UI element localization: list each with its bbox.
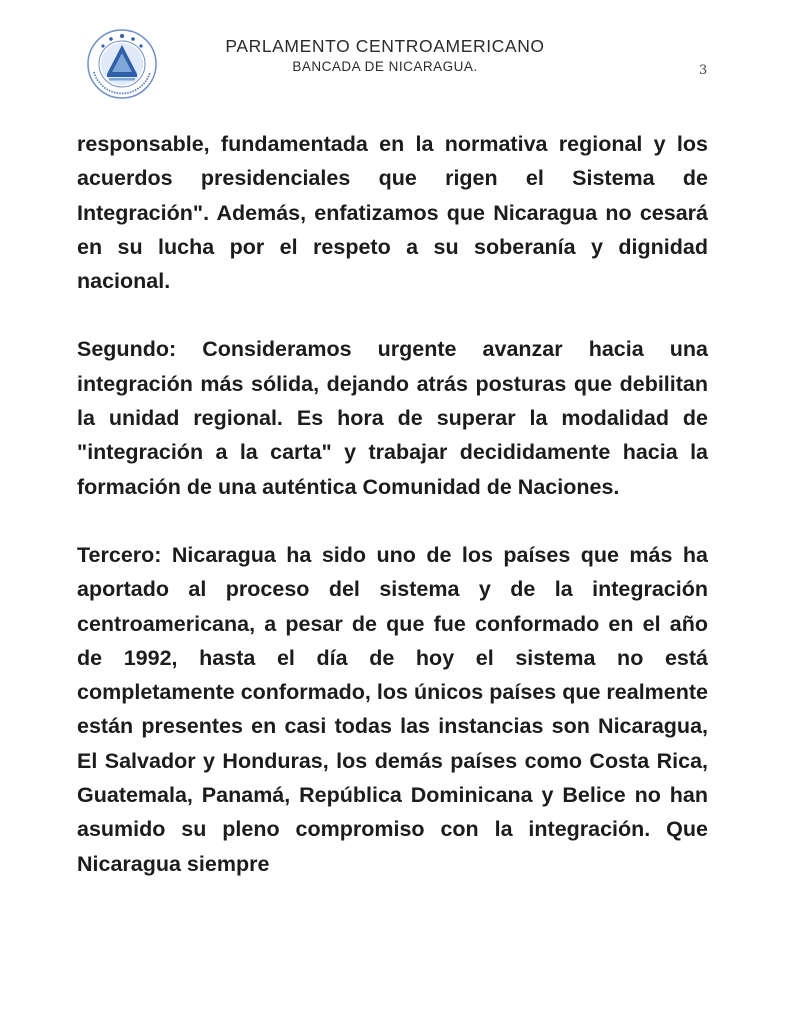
paragraph: Tercero: Nicaragua ha sido uno de los países que más ha aportado al proceso del sistema y de la integración centroamericana, a pesar de que fue conformado en el año de 1992, hasta el día de hoy el sistema no está completamente conformado, los únicos países que realmente están presentes en casi todas las instancias son Nicaragua, El Salvador y Honduras, los demás países como Costa Rica, Guatemala, Panamá, República Dominicana y Belice no han asumido su pleno compromiso con la integración. Que Nicaragua siempre xyxy=(77,542,708,876)
parlacen-seal-icon xyxy=(86,28,158,100)
organization-title: PARLAMENTO CENTROAMERICANO xyxy=(225,36,545,56)
document-body xyxy=(77,127,708,915)
page-number: 3 xyxy=(699,63,708,78)
organization-subtitle: BANCADA DE NICARAGUA. xyxy=(292,59,478,74)
paragraph: responsable, fundamentada en la normativa regional y los acuerdos presidenciales que rigen el Sistema de Integración". Además, enfatizamos que Nicaragua no cesará en su lucha por el respeto a su soberanía y dignidad nacional. xyxy=(77,132,708,294)
paragraph: Segundo: Consideramos urgente avanzar hacia una integración más sólida, dejando atrás posturas que debilitan la unidad regional. Es hora de superar la modalidad de "integración a la carta" y trabajar decididamente hacia la formación de una auténtica Comunidad de Naciones. xyxy=(77,337,708,499)
letterhead xyxy=(0,0,789,110)
